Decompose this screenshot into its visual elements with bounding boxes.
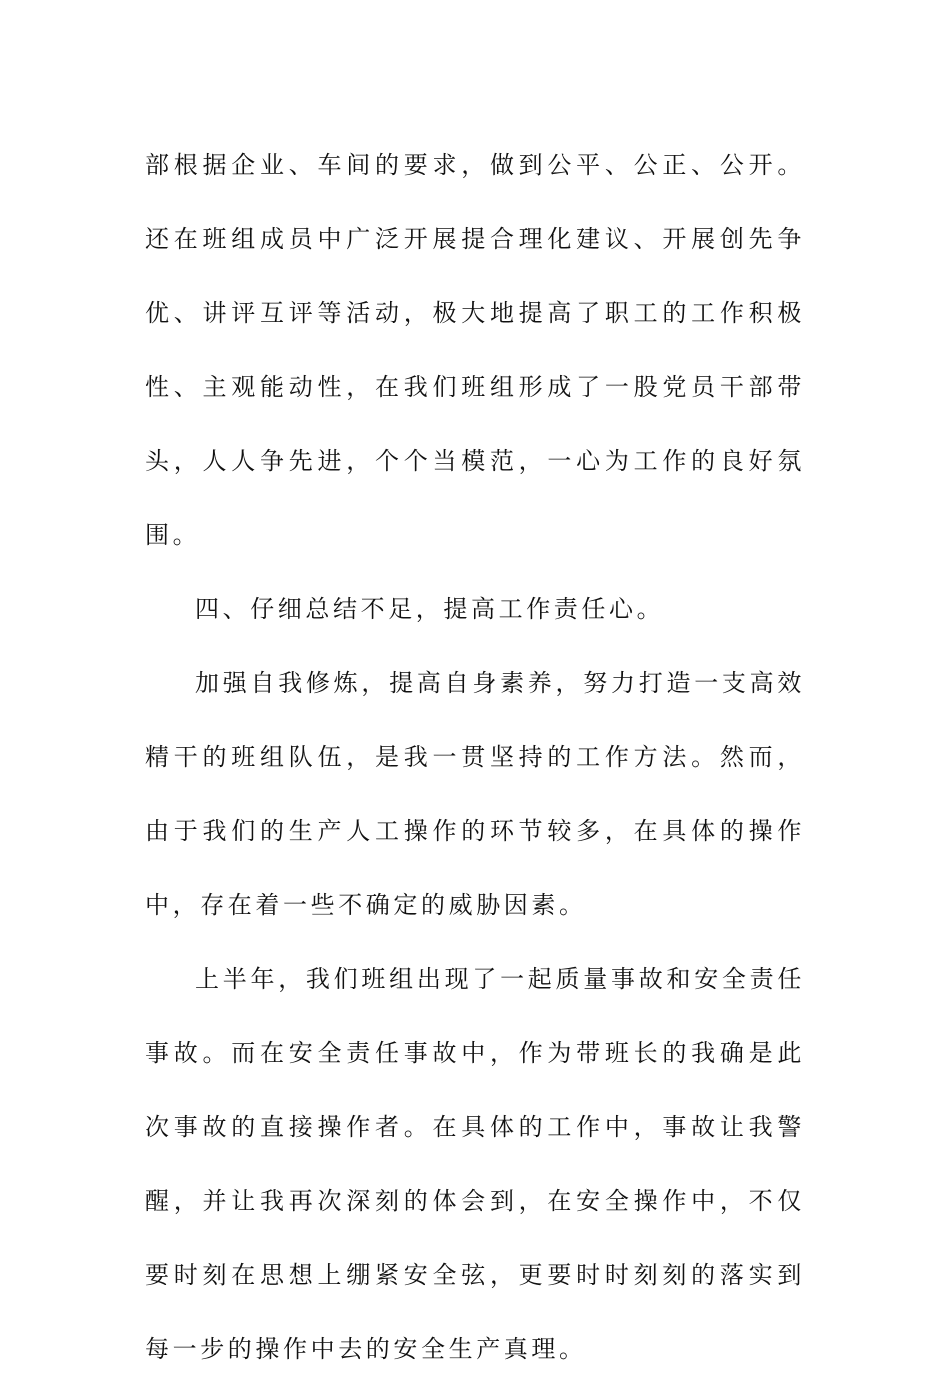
paragraph-self-improvement: 加强自我修炼，提高自身素养，努力打造一支高效精干的班组队伍，是我一贯坚持的工作方法。然而，由于我们的生产人工操作的环节较多，在具体的操作中，存在着一些不确定的威胁因素。 (145, 669, 805, 919)
paragraph-continuation: 部根据企业、车间的要求，做到公平、公正、公开。还在班组成员中广泛开展提合理化建议、开展创先争优、讲评互评等活动，极大地提高了职工的工作积极性、主观能动性，在我们班组形成了一股党员干部带头，人人争先进，个个当模范，一心为工作的良好氛围。 (145, 151, 805, 549)
paragraph-accident-review: 上半年，我们班组出现了一起质量事故和安全责任事故。而在安全责任事故中，作为带班长的我确是此次事故的直接操作者。在具体的工作中，事故让我警醒，并让我再次深刻的体会到，在安全操作中，不仅要时刻在思想上绷紧安全弦，更要时时刻刻的落实到每一步的操作中去的安全生产真理。 (145, 965, 805, 1363)
document-body (145, 128, 805, 1386)
section-heading-four: 四、仔细总结不足，提高工作责任心。 (195, 595, 665, 623)
